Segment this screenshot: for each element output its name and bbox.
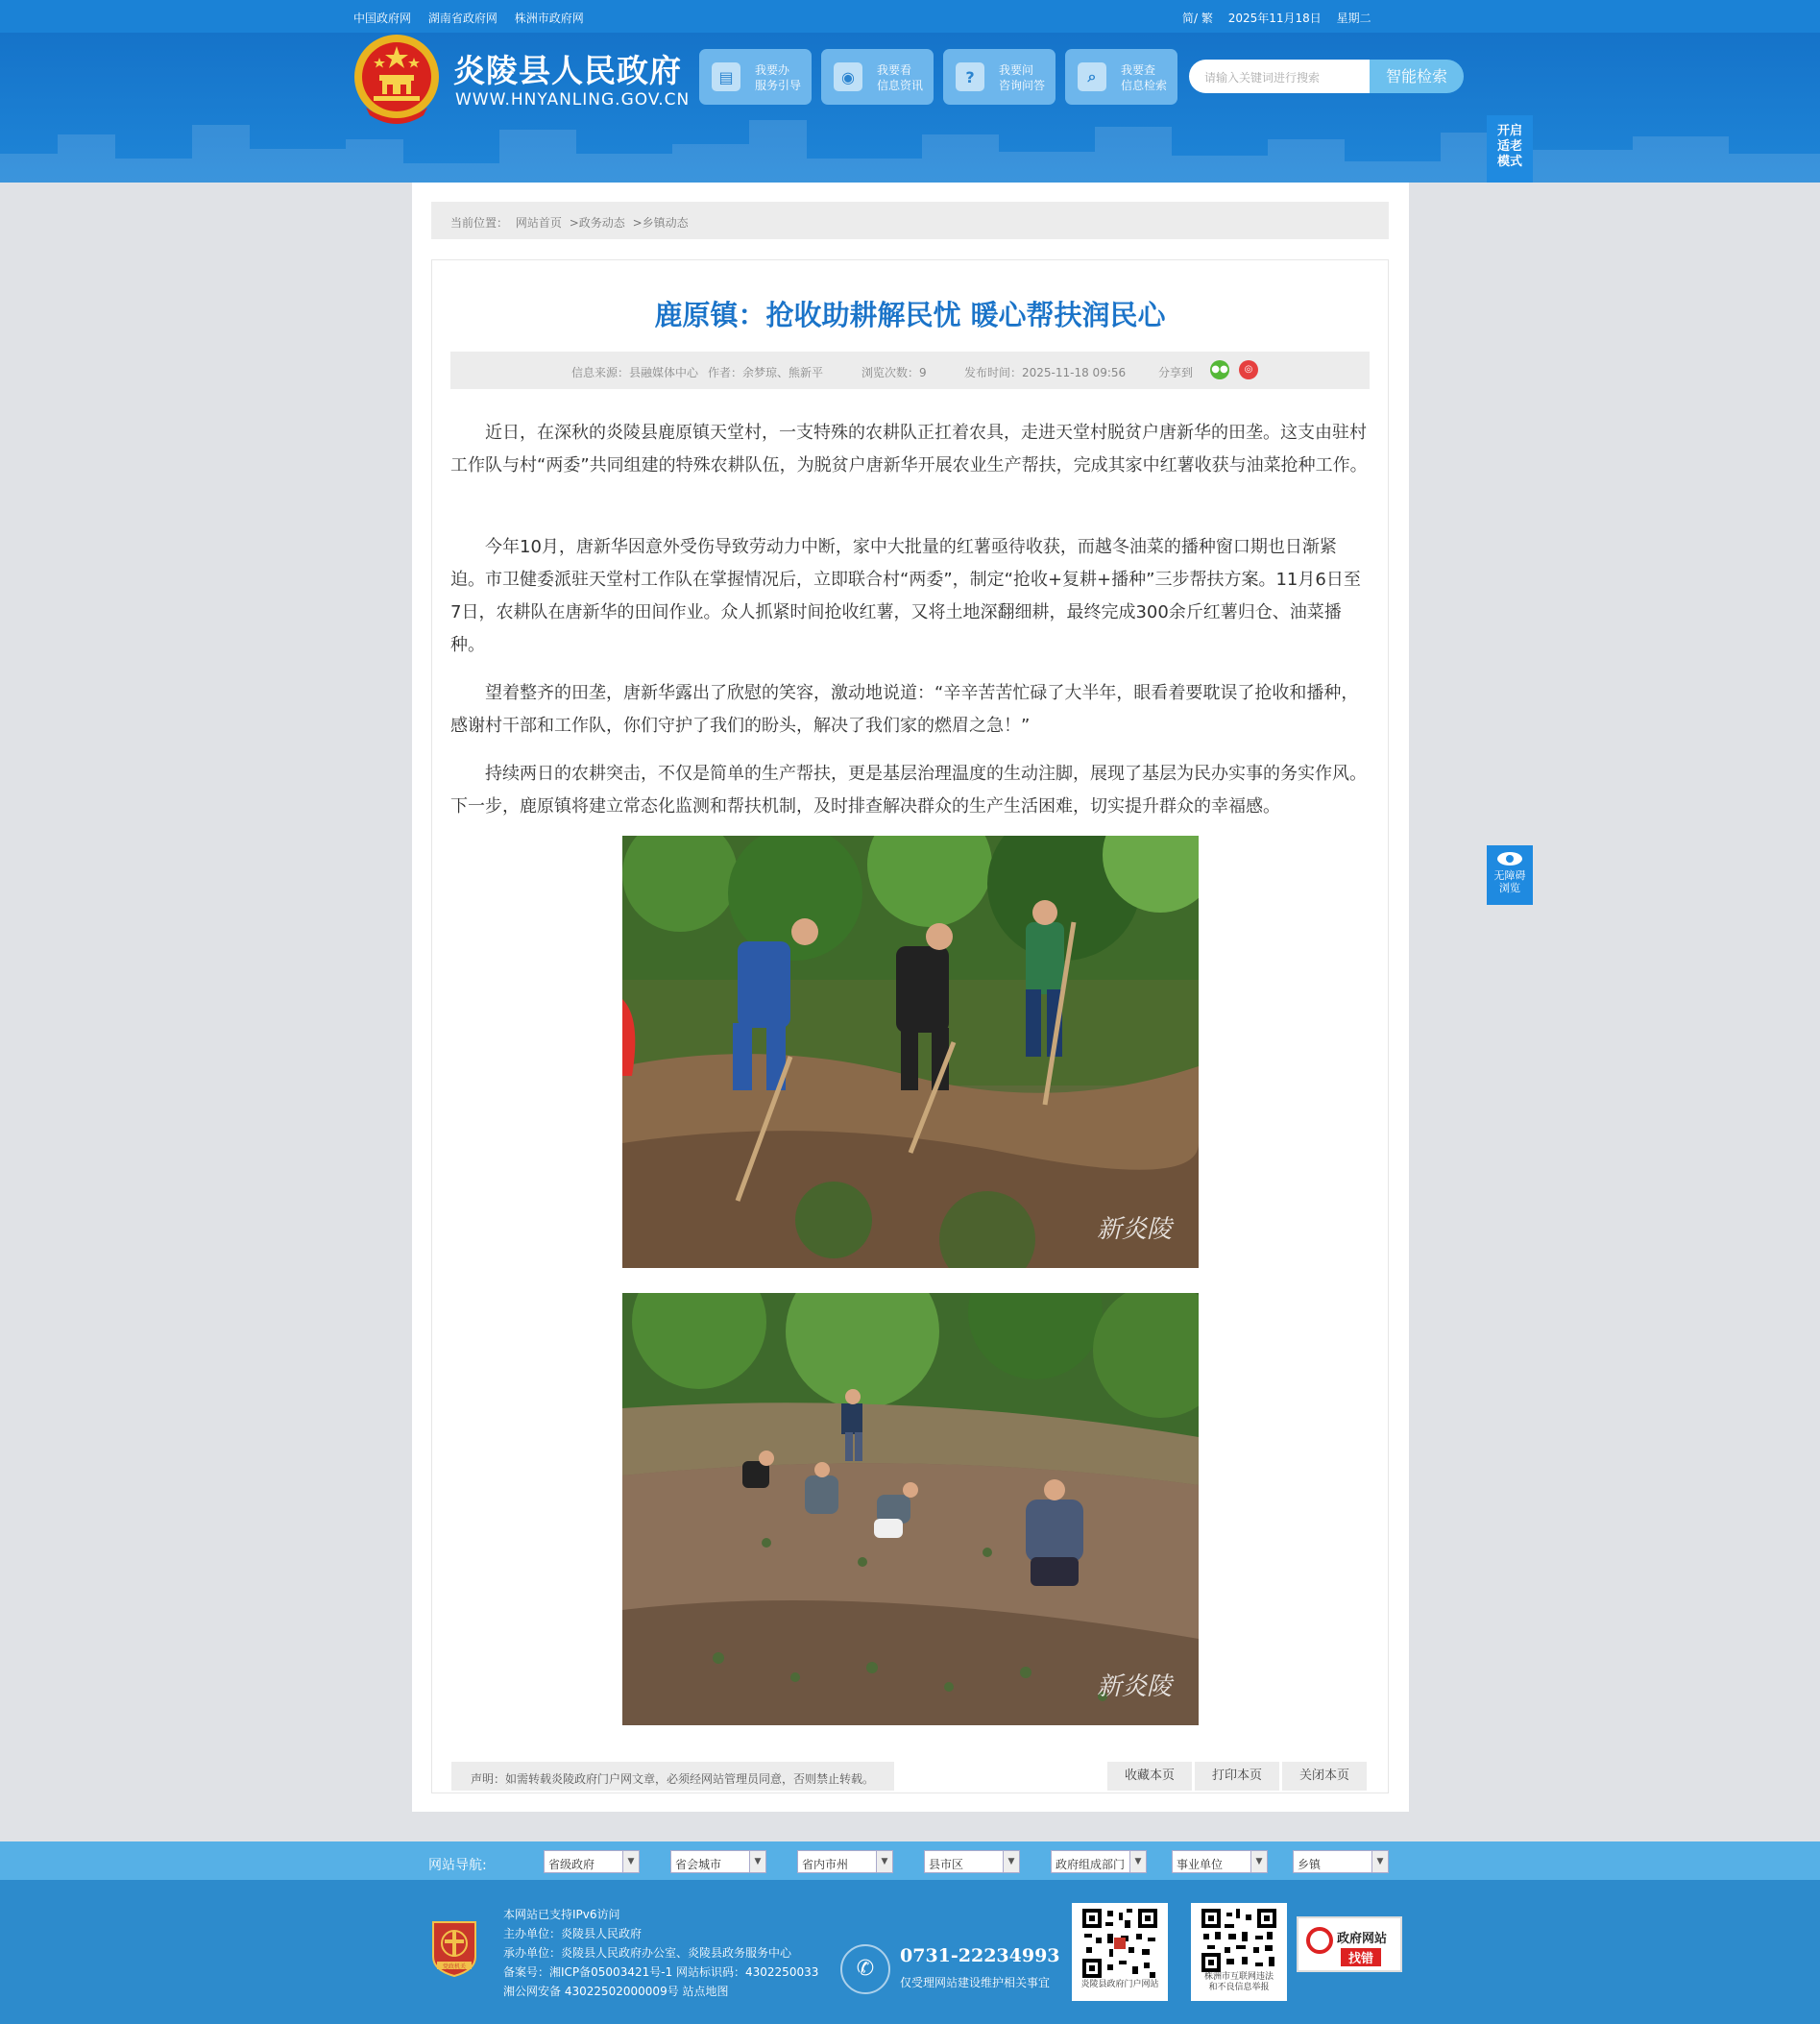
nav-label: 我要办 <box>755 63 790 77</box>
nav-sublabel: 服务引导 <box>755 79 802 92</box>
accessibility-button[interactable] <box>1487 845 1533 905</box>
nav-label: 我要查 <box>1121 63 1156 77</box>
chevron-down-icon: ▼ <box>1371 1851 1388 1872</box>
select-value: 省级政府 <box>548 1858 595 1871</box>
article-meta <box>450 352 1370 389</box>
jiucuo-line1: 政府网站 <box>1337 1932 1388 1946</box>
qr-code-icon <box>1201 1909 1276 1972</box>
print-button[interactable]: 打印本页 <box>1195 1762 1279 1791</box>
chevron-down-icon: ▼ <box>876 1851 892 1872</box>
current-weekday: 星期二 <box>1336 12 1371 25</box>
qr-caption: 炎陵县政府门户网站 <box>1080 1980 1159 1989</box>
bookmark-button[interactable]: 收藏本页 <box>1107 1762 1192 1791</box>
nav-label: 我要看 <box>877 63 912 77</box>
magnifier-icon <box>1306 1927 1333 1954</box>
article-title: 鹿原镇：抢收助耕解民忧 暖心帮扶润民心 <box>654 299 1166 331</box>
search-input[interactable]: 请输入关键词进行搜索 <box>1189 60 1370 93</box>
qr-code-report <box>1191 1903 1287 2001</box>
select-value: 乡镇 <box>1298 1858 1322 1871</box>
chevron-down-icon: ▼ <box>1003 1851 1019 1872</box>
footer-ipv6: 本网站已支持IPv6访问 <box>503 1908 620 1921</box>
qr-code-icon <box>1082 1909 1157 1978</box>
nav-sublabel: 信息资讯 <box>877 79 924 92</box>
wechat-share-icon[interactable]: ●● <box>1210 360 1229 379</box>
link-hunan-gov[interactable]: 湖南省政府网 <box>427 12 497 25</box>
select-provincial-gov[interactable] <box>544 1850 640 1873</box>
nav-information[interactable] <box>821 49 934 105</box>
repost-notice: 声明：如需转载炎陵政府门户网文章，必须经网站管理员同意，否则禁止转载。 <box>451 1762 894 1791</box>
article-photo-harvest <box>622 836 1199 1268</box>
qr-code-website <box>1072 1903 1168 2001</box>
article-paragraph: 近日，在深秋的炎陵县鹿原镇天堂村，一支特殊的农耕队正扛着农具，走进天堂村脱贫户唐新华的田垄。这支由驻村工作队与村“两委”共同组建的特殊农耕队伍，为脱贫户唐新华开展农业生产帮扶，完成其家中红薯收获与油菜抢种工作。 <box>450 423 1368 476</box>
eye-icon: ◉ <box>834 62 862 91</box>
nav-consult[interactable] <box>943 49 1056 105</box>
contact-phone-note: 仅受理网站建设维护相关事宜 <box>900 1976 1051 1989</box>
gov-site-error-report-button[interactable] <box>1297 1916 1402 1972</box>
eye-icon <box>1497 852 1522 866</box>
lang-switch[interactable]: 简/ 繁 <box>1182 12 1213 25</box>
article-paragraph: 今年10月，唐新华因意外受伤导致劳动力中断，家中大批量的红薯亟待收获，而越冬油菜的播种窗口期也日渐紧迫。市卫健委派驻天堂村工作队在掌握情况后，立即联合村“两委”，制定“抢收+复耕+播种”三步帮扶方案。11月6日至7日，农耕队在唐新华的田间作业。众人抓紧时间抢收红薯，又将土地深翻细耕，最终完成300余斤红薯归仓、油菜播种。 <box>450 537 1361 655</box>
question-icon: ? <box>956 62 984 91</box>
phone-icon: ✆ <box>840 1944 890 1994</box>
footer-info <box>503 1905 818 2001</box>
select-value: 县市区 <box>929 1858 964 1871</box>
link-zhuzhou-gov[interactable]: 株洲市政府网 <box>514 12 584 25</box>
select-counties[interactable] <box>924 1850 1020 1873</box>
current-date: 2025年11月18日 <box>1227 12 1322 25</box>
breadcrumb-home[interactable]: 网站首页 <box>515 216 562 230</box>
site-title[interactable]: 炎陵县人民政府 <box>453 52 682 89</box>
nav-search-info[interactable] <box>1065 49 1177 105</box>
national-emblem-logo <box>352 33 442 129</box>
article-paragraph: 持续两日的农耕突击，不仅是简单的生产帮扶，更是基层治理温度的生动注脚，展现了基层为民办实事的务实作风。下一步，鹿原镇将建立常态化监测和帮扶机制，及时排查解决群众的生产生活困难，切实提升群众的幸福感。 <box>450 764 1367 817</box>
article-paragraph: 望着整齐的田垄，唐新华露出了欣慰的笑容，激动地说道：“辛辛苦苦忙碌了大半年，眼看着要耽误了抢收和播种，感谢村干部和工作队，你们守护了我们的盼头，解决了我们家的燃眉之急！” <box>450 683 1359 736</box>
party-gov-logo[interactable] <box>429 1918 479 1978</box>
photo-plowing-image <box>622 1293 1199 1725</box>
elder-mode-line: 开启 <box>1496 124 1522 138</box>
select-public-institutions[interactable] <box>1172 1850 1268 1873</box>
site-url: WWW.HNYANLING.GOV.CN <box>455 90 691 110</box>
select-towns[interactable] <box>1293 1850 1389 1873</box>
chevron-down-icon: ▼ <box>1250 1851 1267 1872</box>
elder-mode-line: 适老 <box>1496 139 1522 154</box>
meta-source: 信息来源：县融媒体中心 <box>571 366 699 379</box>
footer-security-record[interactable]: 湘公网安备 43022502000009号 站点地图 <box>503 1985 729 1998</box>
chevron-down-icon: ▼ <box>622 1851 639 1872</box>
document-icon: ▤ <box>712 62 740 91</box>
close-page-button[interactable]: 关闭本页 <box>1282 1762 1367 1791</box>
qr-caption-line: 和不良信息举报 <box>1208 1983 1270 1992</box>
breadcrumb-label: 当前位置： <box>450 216 509 230</box>
breadcrumb-town-news[interactable]: >乡镇动态 <box>632 216 689 230</box>
meta-published: 发布时间：2025-11-18 09:56 <box>964 366 1127 379</box>
photo-harvest-image <box>622 836 1199 1268</box>
breadcrumb-news[interactable]: >政务动态 <box>569 216 625 230</box>
footer-sponsor: 主办单位：炎陵县人民政府 <box>503 1927 643 1940</box>
nav-sublabel: 咨询问答 <box>999 79 1046 92</box>
site-footer <box>0 1880 1820 2024</box>
site-nav-label: 网站导航: <box>428 1858 487 1873</box>
select-value: 政府组成部门 <box>1056 1858 1126 1871</box>
qr-caption <box>1191 1972 1287 1993</box>
nav-sublabel: 信息检索 <box>1121 79 1168 92</box>
accessibility-line: 浏览 <box>1499 882 1520 894</box>
top-bar <box>0 0 1820 33</box>
weibo-share-icon[interactable]: ◎ <box>1239 360 1258 379</box>
qr-caption-line: 株洲市互联网违法 <box>1203 1972 1274 1982</box>
breadcrumb <box>431 202 1389 239</box>
party-logo-text: 党政机关 <box>442 1963 467 1970</box>
select-value: 事业单位 <box>1177 1858 1224 1871</box>
link-central-gov[interactable]: 中国政府网 <box>353 12 412 25</box>
footer-icp[interactable]: 备案号：湘ICP备05003421号-1 网站标识码：4302250033 <box>503 1965 819 1979</box>
contact-phone: 0731-22234993 <box>900 1945 1060 1966</box>
gov-links <box>353 10 597 26</box>
meta-views: 浏览次数：9 <box>861 366 927 379</box>
accessibility-line: 无障碍 <box>1493 869 1526 882</box>
topbar-right <box>1182 10 1383 26</box>
chevron-down-icon: ▼ <box>749 1851 765 1872</box>
footer-organizer: 承办单位：炎陵县人民政府办公室、炎陵县政务服务中心 <box>503 1946 792 1960</box>
nav-label: 我要问 <box>999 63 1034 77</box>
elder-mode-line: 模式 <box>1496 155 1522 169</box>
site-nav-strip <box>0 1841 1820 1880</box>
jiucuo-line2: 找错 <box>1341 1948 1381 1966</box>
photo-watermark: 新炎陵 <box>1096 1672 1172 1701</box>
nav-service-guide[interactable] <box>699 49 812 105</box>
select-capital-cities[interactable] <box>670 1850 766 1873</box>
select-value: 省内市州 <box>802 1858 849 1871</box>
meta-share-label: 分享到 <box>1158 366 1194 379</box>
photo-watermark: 新炎陵 <box>1096 1215 1172 1244</box>
article-photo-plowing <box>622 1293 1199 1725</box>
search-button[interactable]: 智能检索 <box>1370 60 1464 93</box>
select-province-cities[interactable] <box>797 1850 893 1873</box>
search-icon: ⌕ <box>1078 62 1106 91</box>
meta-author: 作者：余梦琼、熊新平 <box>708 366 824 379</box>
select-gov-departments[interactable] <box>1051 1850 1147 1873</box>
skyline-decoration <box>0 115 1820 183</box>
select-value: 省会城市 <box>675 1858 722 1871</box>
chevron-down-icon: ▼ <box>1129 1851 1146 1872</box>
elder-mode-button[interactable] <box>1487 115 1533 183</box>
